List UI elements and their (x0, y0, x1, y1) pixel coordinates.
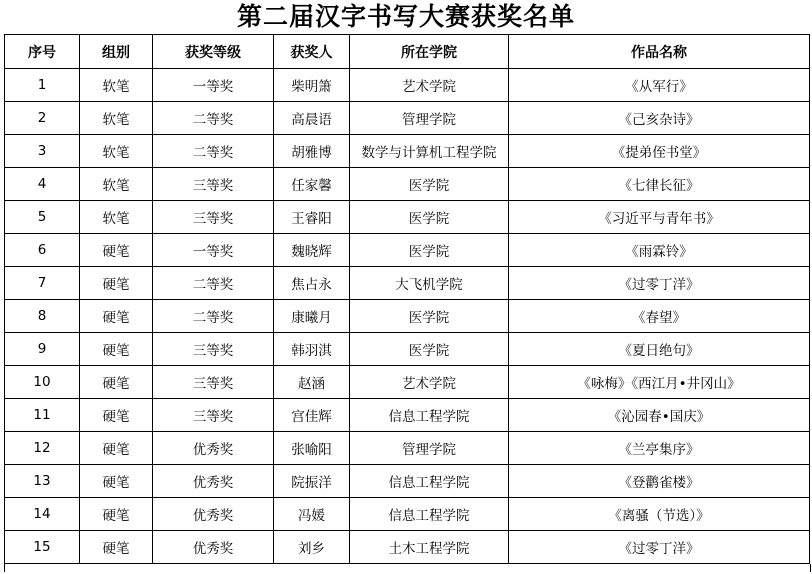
cell-group: 硬笔 (80, 366, 153, 399)
cell-winner: 刘乡 (274, 531, 350, 564)
cell-group: 硬笔 (80, 234, 153, 267)
cell-work-title: 《登鹳雀楼》 (509, 465, 810, 498)
cell-group: 硬笔 (80, 465, 153, 498)
cell-work-title: 《过零丁洋》 (509, 531, 810, 564)
cell-group: 硬笔 (80, 531, 153, 564)
cell-group: 硬笔 (80, 333, 153, 366)
header-award-level: 获奖等级 (153, 35, 274, 69)
cell-college: 医学院 (350, 234, 509, 267)
cell-college: 土木工程学院 (350, 531, 509, 564)
cell-winner: 康曦月 (274, 300, 350, 333)
cell-work-title: 《离骚（节选）》 (509, 498, 810, 531)
table-row (5, 234, 810, 267)
table-row (5, 432, 810, 465)
cell-work-title: 《习近平与青年书》 (509, 201, 810, 234)
cell-award-level: 二等奖 (153, 102, 274, 135)
cell-group: 软笔 (80, 69, 153, 102)
cell-award-level: 优秀奖 (153, 498, 274, 531)
cell-index: 10 (5, 366, 80, 399)
cell-index: 1 (5, 69, 80, 102)
cell-index: 9 (5, 333, 80, 366)
cell-winner: 张喻阳 (274, 432, 350, 465)
header-index: 序号 (5, 35, 80, 69)
cell-index: 5 (5, 201, 80, 234)
cell-winner: 韩羽淇 (274, 333, 350, 366)
cell-award-level: 三等奖 (153, 168, 274, 201)
cell-award-level: 一等奖 (153, 69, 274, 102)
cell-college: 大飞机学院 (350, 267, 509, 300)
cell-award-level: 三等奖 (153, 399, 274, 432)
cell-winner: 高晨语 (274, 102, 350, 135)
cell-college: 信息工程学院 (350, 465, 509, 498)
cell-group: 硬笔 (80, 432, 153, 465)
cell-college: 医学院 (350, 201, 509, 234)
cell-group: 硬笔 (80, 300, 153, 333)
table-row (5, 498, 810, 531)
cell-winner: 王睿阳 (274, 201, 350, 234)
cell-index: 2 (5, 102, 80, 135)
cell-group: 硬笔 (80, 399, 153, 432)
table-row (5, 531, 810, 564)
table-row (5, 465, 810, 498)
cell-work-title: 《春望》 (509, 300, 810, 333)
cell-winner: 冯媛 (274, 498, 350, 531)
page-title: 第二届汉字书写大赛获奖名单 (236, 2, 575, 31)
cell-award-level: 三等奖 (153, 333, 274, 366)
cell-work-title: 《己亥杂诗》 (509, 102, 810, 135)
cell-college: 医学院 (350, 300, 509, 333)
cell-award-level: 二等奖 (153, 135, 274, 168)
cell-index: 11 (5, 399, 80, 432)
table-row (5, 399, 810, 432)
cell-group: 硬笔 (80, 267, 153, 300)
cell-work-title: 《提弟侄书堂》 (509, 135, 810, 168)
cell-group: 软笔 (80, 135, 153, 168)
header-group: 组别 (80, 35, 153, 69)
table-row (5, 69, 810, 102)
cell-college: 信息工程学院 (350, 399, 509, 432)
cell-index: 12 (5, 432, 80, 465)
table-row (5, 366, 810, 399)
cell-index: 8 (5, 300, 80, 333)
cell-college: 医学院 (350, 333, 509, 366)
table-row (5, 135, 810, 168)
cell-college: 艺术学院 (350, 69, 509, 102)
cell-award-level: 一等奖 (153, 234, 274, 267)
cell-index: 6 (5, 234, 80, 267)
table-row (5, 168, 810, 201)
cell-award-level: 优秀奖 (153, 432, 274, 465)
cell-award-level: 优秀奖 (153, 465, 274, 498)
awards-table (4, 34, 810, 564)
header-work-title: 作品名称 (509, 35, 810, 69)
cell-winner: 赵涵 (274, 366, 350, 399)
cell-index: 13 (5, 465, 80, 498)
cell-college: 管理学院 (350, 432, 509, 465)
cell-winner: 任家馨 (274, 168, 350, 201)
cell-winner: 魏晓辉 (274, 234, 350, 267)
table-row (5, 201, 810, 234)
cell-index: 4 (5, 168, 80, 201)
header-winner: 获奖人 (274, 35, 350, 69)
cell-work-title: 《过零丁洋》 (509, 267, 810, 300)
cell-winner: 柴明箫 (274, 69, 350, 102)
cell-college: 医学院 (350, 168, 509, 201)
cell-college: 管理学院 (350, 102, 509, 135)
cell-winner: 焦占永 (274, 267, 350, 300)
cell-group: 软笔 (80, 201, 153, 234)
table-row (5, 300, 810, 333)
cell-work-title: 《七律长征》 (509, 168, 810, 201)
cell-work-title: 《咏梅》《西江月•井冈山》 (509, 366, 810, 399)
cell-work-title: 《夏日绝句》 (509, 333, 810, 366)
cell-index: 14 (5, 498, 80, 531)
table-row (5, 267, 810, 300)
cell-work-title: 《兰亭集序》 (509, 432, 810, 465)
cell-college: 数学与计算机工程学院 (350, 135, 509, 168)
cell-group: 软笔 (80, 102, 153, 135)
cell-index: 15 (5, 531, 80, 564)
cell-winner: 胡雅博 (274, 135, 350, 168)
cell-winner: 院振洋 (274, 465, 350, 498)
table-bottom-edge (4, 564, 811, 572)
table-row (5, 102, 810, 135)
cell-college: 信息工程学院 (350, 498, 509, 531)
cell-index: 7 (5, 267, 80, 300)
header-college: 所在学院 (350, 35, 509, 69)
cell-index: 3 (5, 135, 80, 168)
cell-award-level: 二等奖 (153, 267, 274, 300)
cell-award-level: 三等奖 (153, 201, 274, 234)
table-header-row (5, 35, 810, 69)
cell-college: 艺术学院 (350, 366, 509, 399)
cell-group: 硬笔 (80, 498, 153, 531)
table-row (5, 333, 810, 366)
cell-work-title: 《沁园春•国庆》 (509, 399, 810, 432)
cell-winner: 宫佳辉 (274, 399, 350, 432)
cell-group: 软笔 (80, 168, 153, 201)
cell-award-level: 三等奖 (153, 366, 274, 399)
cell-award-level: 二等奖 (153, 300, 274, 333)
cell-work-title: 《雨霖铃》 (509, 234, 810, 267)
cell-award-level: 优秀奖 (153, 531, 274, 564)
cell-work-title: 《从军行》 (509, 69, 810, 102)
